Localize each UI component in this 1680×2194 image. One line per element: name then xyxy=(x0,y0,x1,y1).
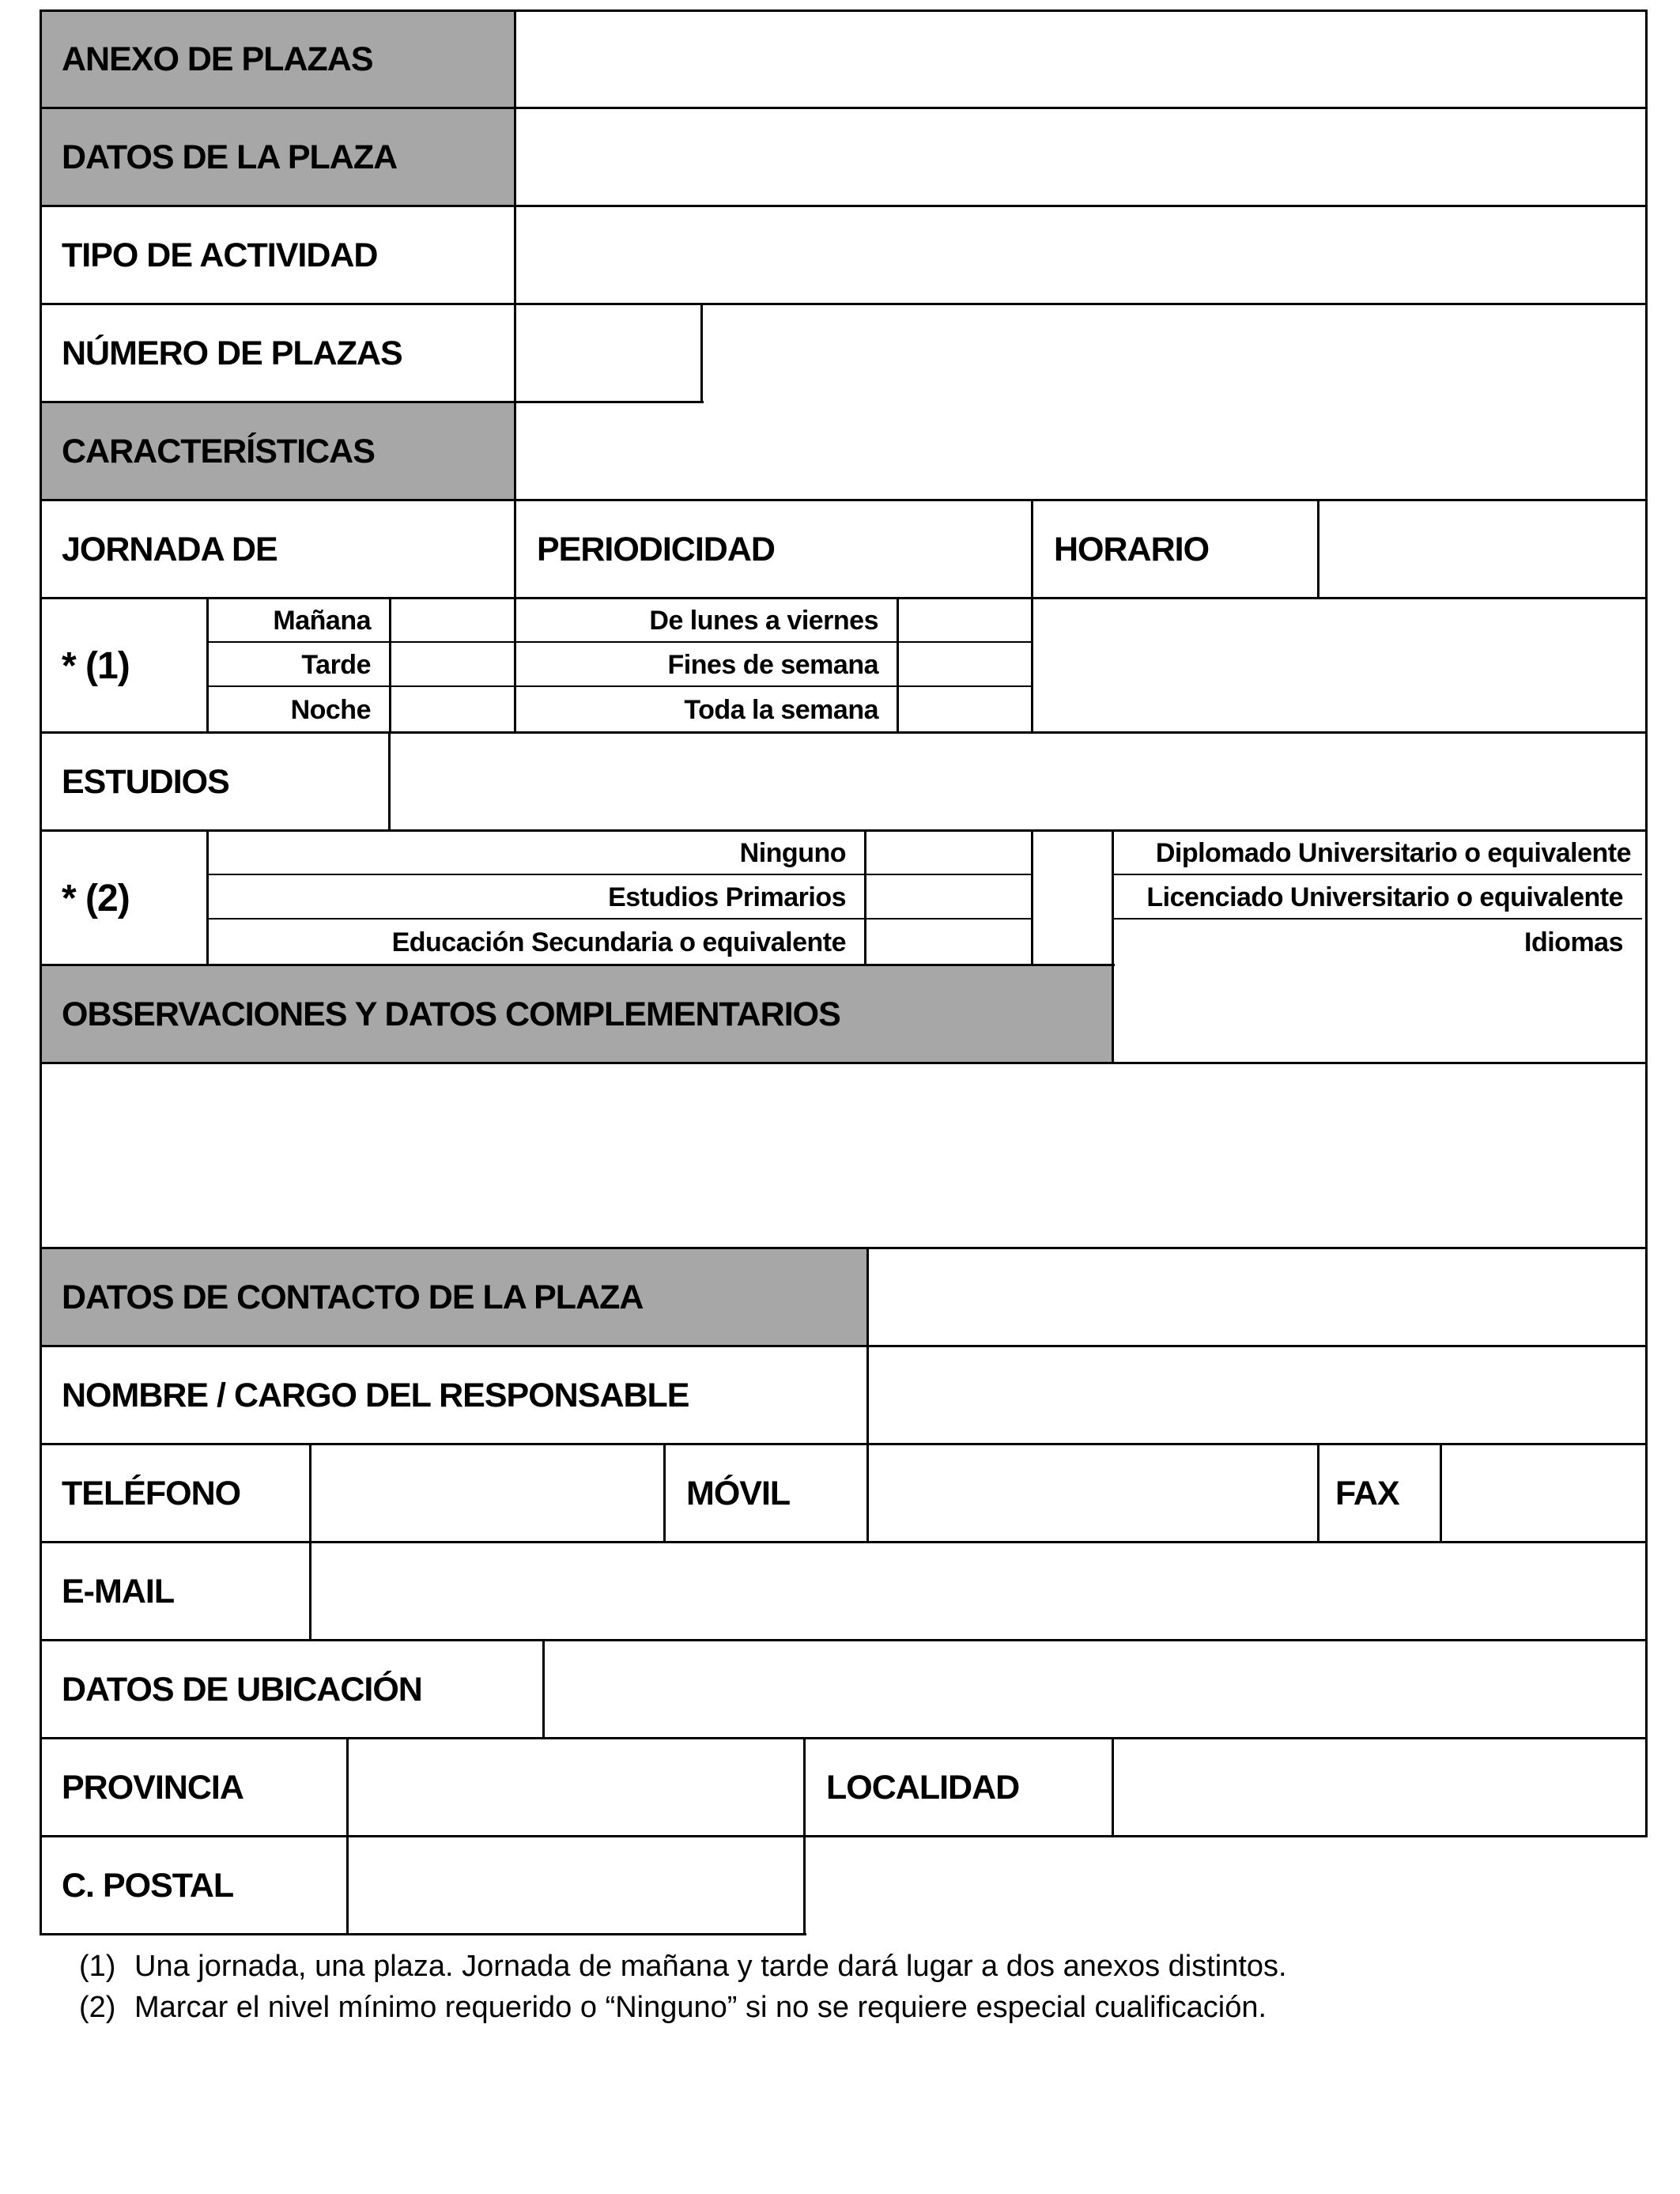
fines-semana-checkbox[interactable] xyxy=(899,644,1032,686)
periodicidad-option-toda-semana: Toda la semana xyxy=(684,694,878,725)
jornada-option-tarde: Tarde xyxy=(301,649,371,680)
grid-line xyxy=(207,685,1033,687)
grid-line xyxy=(1031,829,1033,964)
email-label: E-MAIL xyxy=(62,1572,175,1611)
grid-line xyxy=(40,1443,1648,1445)
grid-line xyxy=(40,107,1648,109)
jornada-option-noche: Noche xyxy=(290,694,371,725)
tipo-actividad-label: TIPO DE ACTIVIDAD xyxy=(62,236,378,274)
periodicidad-option-lunes-viernes: De lunes a viernes xyxy=(649,605,878,636)
responsable-label: NOMBRE / CARGO DEL RESPONSABLE xyxy=(62,1376,689,1414)
grid-line xyxy=(40,303,1648,305)
fax-label: FAX xyxy=(1335,1474,1399,1512)
provincia-input[interactable] xyxy=(349,1739,804,1836)
grid-line xyxy=(40,1247,1648,1249)
estudios-option-idiomas: Idiomas xyxy=(1524,927,1623,957)
observaciones-header: OBSERVACIONES Y DATOS COMPLEMENTARIOS xyxy=(41,966,1112,1063)
horario-input[interactable] xyxy=(1319,501,1645,598)
grid-line xyxy=(1645,9,1648,1837)
grid-line xyxy=(1112,1737,1114,1835)
footnote-1-number: (1) xyxy=(79,1950,116,1983)
grid-line xyxy=(206,829,209,964)
caracteristicas-header: CARACTERÍSTICAS xyxy=(41,403,515,500)
estudios-option-secundaria: Educación Secundaria o equivalente xyxy=(391,927,846,957)
grid-line xyxy=(40,964,1115,966)
ninguno-checkbox[interactable] xyxy=(866,832,1032,874)
grid-line xyxy=(1440,1443,1442,1541)
periodicidad-label: PERIODICIDAD xyxy=(537,530,775,568)
codigo-postal-input[interactable] xyxy=(349,1837,804,1934)
tipo-actividad-input[interactable] xyxy=(516,207,1645,304)
grid-line xyxy=(40,731,1648,734)
lunes-viernes-checkbox[interactable] xyxy=(899,599,1032,642)
grid-line xyxy=(864,829,866,964)
grid-line xyxy=(40,1062,1648,1064)
grid-line xyxy=(897,597,899,731)
estudios-option-ninguno: Ninguno xyxy=(739,837,846,868)
datos-de-la-plaza-header: DATOS DE LA PLAZA xyxy=(41,109,515,206)
footnote-1 xyxy=(79,1950,1502,1989)
email-input[interactable] xyxy=(311,1543,1645,1640)
numero-plazas-input[interactable] xyxy=(516,305,701,402)
grid-line xyxy=(1112,874,1642,875)
grid-line xyxy=(40,499,1648,501)
telefono-label: TELÉFONO xyxy=(62,1474,241,1512)
horario-label: HORARIO xyxy=(1054,530,1210,568)
jornada-de-label: JORNADA DE xyxy=(62,530,277,568)
provincia-label: PROVINCIA xyxy=(62,1768,244,1807)
footnote-1-text: Una jornada, una plaza. Jornada de mañana y tarde dará lugar a dos anexos distintos. xyxy=(134,1950,1287,1983)
movil-input[interactable] xyxy=(869,1445,1318,1542)
localidad-label: LOCALIDAD xyxy=(826,1768,1020,1807)
ubicacion-input[interactable] xyxy=(545,1641,1645,1738)
contacto-header: DATOS DE CONTACTO DE LA PLAZA xyxy=(41,1249,867,1346)
grid-line xyxy=(207,641,1033,643)
periodicidad-option-fines-semana: Fines de semana xyxy=(667,649,878,680)
footnote-2-number: (2) xyxy=(79,1991,116,2024)
grid-line xyxy=(40,1541,1648,1543)
primarios-checkbox[interactable] xyxy=(866,876,1032,919)
grid-line xyxy=(40,1737,1648,1739)
datos-plaza-input[interactable] xyxy=(516,109,1645,206)
grid-line xyxy=(40,9,1648,12)
anexo-input[interactable] xyxy=(516,11,1645,108)
grid-line xyxy=(40,9,42,1935)
grid-line xyxy=(1112,918,1642,920)
grid-line xyxy=(309,1443,311,1639)
note-2-marker: * (2) xyxy=(62,877,130,920)
grid-line xyxy=(663,1443,666,1541)
tarde-checkbox[interactable] xyxy=(391,644,515,686)
estudios-option-licenciado: Licenciado Universitario o equivalente xyxy=(1146,882,1623,912)
telefono-input[interactable] xyxy=(311,1445,664,1542)
note-1-marker: * (1) xyxy=(62,644,130,687)
ubicacion-label: DATOS DE UBICACIÓN xyxy=(62,1670,422,1709)
anexo-de-plazas-header: ANEXO DE PLAZAS xyxy=(41,11,515,108)
grid-line xyxy=(1317,499,1319,597)
grid-line xyxy=(40,1639,1648,1641)
grid-line xyxy=(866,1247,869,1541)
observaciones-textarea[interactable] xyxy=(41,1064,1645,1248)
localidad-input[interactable] xyxy=(1114,1739,1645,1836)
responsable-input[interactable] xyxy=(869,1347,1645,1444)
jornada-option-manana: Mañana xyxy=(273,605,371,636)
grid-line xyxy=(40,597,1648,599)
movil-label: MÓVIL xyxy=(686,1474,791,1512)
estudios-label: ESTUDIOS xyxy=(62,762,229,801)
grid-line xyxy=(40,205,1648,207)
numero-plazas-label: NÚMERO DE PLAZAS xyxy=(62,334,402,372)
grid-line xyxy=(40,1835,1648,1837)
footnote-2-text: Marcar el nivel mínimo requerido o “Ninguno” si no se requiere especial cualificación. xyxy=(134,1991,1267,2024)
codigo-postal-label: C. POSTAL xyxy=(62,1866,234,1905)
estudios-input[interactable] xyxy=(391,734,1645,830)
grid-line xyxy=(514,9,516,731)
secundaria-checkbox[interactable] xyxy=(866,920,1032,965)
estudios-option-diplomado: Diplomado Universitario o equivalente xyxy=(1155,837,1631,868)
grid-line xyxy=(207,874,1033,875)
grid-line xyxy=(1317,1443,1319,1541)
toda-semana-checkbox[interactable] xyxy=(899,688,1032,732)
observaciones-side-input[interactable] xyxy=(1114,966,1645,1063)
estudios-option-primarios: Estudios Primarios xyxy=(608,882,846,912)
grid-line xyxy=(40,1345,1648,1347)
grid-line xyxy=(389,597,391,731)
grid-line xyxy=(40,829,1648,832)
grid-line xyxy=(542,1639,545,1737)
fax-input[interactable] xyxy=(1442,1445,1645,1542)
superiores-checkbox-area[interactable] xyxy=(1033,832,1112,965)
noche-checkbox[interactable] xyxy=(391,688,515,732)
grid-line xyxy=(40,1933,806,1935)
footnote-2 xyxy=(79,1991,1502,2030)
grid-line xyxy=(40,401,704,403)
grid-line xyxy=(206,597,209,731)
grid-line xyxy=(1031,499,1033,731)
grid-line xyxy=(1112,829,1114,1062)
contacto-input[interactable] xyxy=(869,1249,1645,1346)
grid-line xyxy=(700,303,703,401)
grid-line xyxy=(207,918,1033,920)
horario-detail-input[interactable] xyxy=(1033,599,1645,732)
manana-checkbox[interactable] xyxy=(391,599,515,642)
grid-line xyxy=(803,1737,806,1935)
grid-line xyxy=(388,731,391,829)
grid-line xyxy=(346,1737,349,1935)
